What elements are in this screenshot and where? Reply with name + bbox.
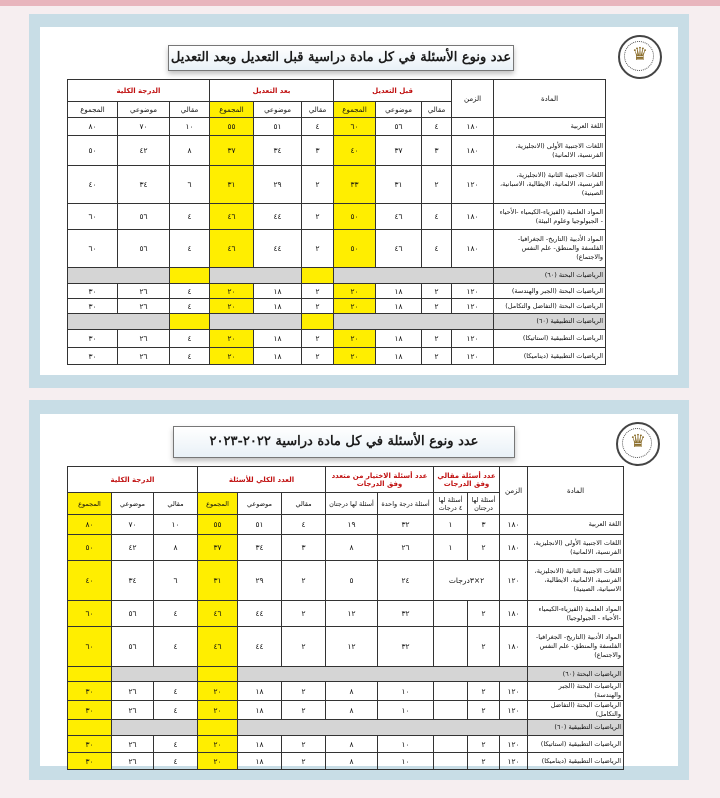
after-sum-cell: ٢٠ <box>210 348 254 365</box>
blank-cell <box>170 268 210 284</box>
th-essay: مقالي <box>170 102 210 118</box>
mcq-2-cell: ١٢ <box>326 601 378 627</box>
total-essay-cell: ٨ <box>170 136 210 166</box>
subject-cell: الرياضيات التطبيقية (ديناميكا) <box>494 348 606 365</box>
table-row <box>68 299 606 314</box>
essay-2-cell: ٢ <box>468 535 500 561</box>
before-sum-cell: ٢٠ <box>334 284 376 299</box>
essay-4-cell <box>434 701 468 720</box>
time-cell: ١٢٠ <box>452 330 494 348</box>
total-sum-cell: ٣٠ <box>68 330 118 348</box>
mcq-1-cell: ٣٢ <box>378 601 434 627</box>
before-objective-cell: ١٨ <box>376 284 422 299</box>
total-sum-cell: ٣٠ <box>68 284 118 299</box>
time-cell: ١٢٠ <box>500 701 528 720</box>
th-sum: المجموع <box>68 493 112 515</box>
grade-sum-cell: ٣٠ <box>68 753 112 770</box>
section-label: الرياضيات التطبيقية (٦٠) <box>494 314 606 330</box>
time-cell: ١٢٠ <box>500 682 528 701</box>
mcq-1-cell: ١٠ <box>378 701 434 720</box>
blank-cell <box>334 268 494 284</box>
after-essay-cell: ٤ <box>302 118 334 136</box>
count-objective-cell: ٥١ <box>238 515 282 535</box>
after-essay-cell: ٢ <box>302 348 334 365</box>
count-objective-cell: ٢٩ <box>238 561 282 601</box>
before-sum-cell: ٢٠ <box>334 348 376 365</box>
total-sum-cell: ٥٠ <box>68 136 118 166</box>
grade-sum-cell: ٥٠ <box>68 535 112 561</box>
table-row <box>68 535 624 561</box>
before-sum-cell: ٢٠ <box>334 330 376 348</box>
before-essay-cell: ٤ <box>422 230 452 268</box>
table-row <box>68 284 606 299</box>
total-sum-cell: ٦٠ <box>68 230 118 268</box>
grade-objective-cell: ٥٦ <box>112 601 154 627</box>
table1-title: عدد ونوع الأسئلة في كل مادة دراسية قبل التعديل وبعد التعديل <box>168 45 514 71</box>
subject-cell: الرياضيات البحتة (التفاضل والتكامل) <box>528 701 624 720</box>
after-objective-cell: ١٨ <box>254 284 302 299</box>
count-sum-cell: ٢٠ <box>198 736 238 753</box>
time-cell: ١٢٠ <box>452 284 494 299</box>
th-objective: موضوعي <box>254 102 302 118</box>
time-cell: ١٢٠ <box>452 348 494 365</box>
after-objective-cell: ٥١ <box>254 118 302 136</box>
essay-4-cell: ١ <box>434 535 468 561</box>
blank-cell <box>238 667 528 682</box>
count-objective-cell: ٤٤ <box>238 627 282 667</box>
subject-cell: الرياضيات التطبيقية (استاتيكا) <box>494 330 606 348</box>
before-sum-cell: ٤٠ <box>334 136 376 166</box>
total-sum-cell: ٨٠ <box>68 118 118 136</box>
th-sum: المجموع <box>210 102 254 118</box>
subject-cell: الرياضيات التطبيقية (استاتيكا) <box>528 736 624 753</box>
after-sum-cell: ٢٠ <box>210 299 254 314</box>
grade-objective-cell: ٢٦ <box>112 736 154 753</box>
ministry-logo: ♛ <box>616 422 660 466</box>
grade-objective-cell: ٤٢ <box>112 535 154 561</box>
ministry-logo: ♛ <box>618 35 662 79</box>
total-objective-cell: ٢٦ <box>118 348 170 365</box>
grade-sum-cell: ٣٠ <box>68 736 112 753</box>
blank-cell <box>112 667 198 682</box>
count-sum-cell: ٤٦ <box>198 627 238 667</box>
grade-sum-cell: ٣٠ <box>68 682 112 701</box>
subject-cell: اللغات الاجنبية الثانية (الانجليزية، الفرنسية، الالمانية، الايطالية، الاسبانية، الصينية) <box>494 166 606 204</box>
after-objective-cell: ٤٤ <box>254 230 302 268</box>
count-objective-cell: ١٨ <box>238 682 282 701</box>
mcq-2-cell: ١٩ <box>326 515 378 535</box>
before-sum-cell: ٣٣ <box>334 166 376 204</box>
grade-essay-cell: ٤ <box>154 627 198 667</box>
section-label: الرياضيات التطبيقية (٦٠) <box>528 720 624 736</box>
before-essay-cell: ٢ <box>422 166 452 204</box>
count-objective-cell: ١٨ <box>238 701 282 720</box>
table-row <box>68 330 606 348</box>
th-essay: مقالي <box>422 102 452 118</box>
essay-2-cell: ٣ <box>468 515 500 535</box>
subject-cell: الرياضيات البحتة (التفاضل والتكامل) <box>494 299 606 314</box>
total-essay-cell: ٤ <box>170 330 210 348</box>
blank-cell <box>68 720 112 736</box>
th-mcq-2: أسئلة لها درجتان <box>326 493 378 515</box>
total-sum-cell: ٦٠ <box>68 204 118 230</box>
grade-objective-cell: ٢٦ <box>112 701 154 720</box>
grade-objective-cell: ٥٦ <box>112 627 154 667</box>
essay-4-cell: ١ <box>434 515 468 535</box>
total-essay-cell: ١٠ <box>170 118 210 136</box>
blank-cell <box>68 268 170 284</box>
total-essay-cell: ٤ <box>170 204 210 230</box>
before-essay-cell: ٣ <box>422 136 452 166</box>
table-row <box>68 736 624 753</box>
essay-4-cell <box>434 601 468 627</box>
th-sum: المجموع <box>198 493 238 515</box>
after-essay-cell: ٢ <box>302 230 334 268</box>
table2-title: عدد ونوع الأسئلة في كل مادة دراسية ٢٠٢٢-٢٠٢٣ <box>173 426 515 458</box>
total-objective-cell: ٤٢ <box>118 136 170 166</box>
count-essay-cell: ٢ <box>282 701 326 720</box>
th-essay: مقالي <box>154 493 198 515</box>
time-cell: ١٢٠ <box>500 753 528 770</box>
blank-cell <box>112 720 198 736</box>
th-after: بعد التعديل <box>210 80 334 102</box>
th-subject: المادة <box>528 467 624 515</box>
mcq-2-cell: ٨ <box>326 701 378 720</box>
before-essay-cell: ٢ <box>422 330 452 348</box>
count-sum-cell: ٢٠ <box>198 701 238 720</box>
grade-essay-cell: ١٠ <box>154 515 198 535</box>
th-mcq-1: أسئلة درجة واحدة <box>378 493 434 515</box>
grade-sum-cell: ٨٠ <box>68 515 112 535</box>
grade-essay-cell: ٨ <box>154 535 198 561</box>
subject-cell: الرياضيات التطبيقية (ديناميكا) <box>528 753 624 770</box>
table-row <box>68 601 624 627</box>
count-sum-cell: ٤٦ <box>198 601 238 627</box>
subject-cell: اللغات الاجنبية الأولى (الانجليزية، الفرنسية، الالمانية) <box>494 136 606 166</box>
th-total-grade: الدرجة الكلية <box>68 467 198 493</box>
count-essay-cell: ٢ <box>282 753 326 770</box>
th-objective: موضوعي <box>118 102 170 118</box>
mcq-2-cell: ٥ <box>326 561 378 601</box>
after-objective-cell: ١٨ <box>254 330 302 348</box>
essay-2-cell: ٢ <box>468 701 500 720</box>
section-row <box>68 268 606 284</box>
subject-cell: المواد العلمية (الفيزياء-الكيمياء -الأحياء - الجيولوجيا وعلوم البيئة) <box>494 204 606 230</box>
before-objective-cell: ١٨ <box>376 299 422 314</box>
before-essay-cell: ٤ <box>422 204 452 230</box>
essay-2-cell: ٢ <box>468 736 500 753</box>
blank-cell <box>210 314 302 330</box>
grade-sum-cell: ٦٠ <box>68 627 112 667</box>
panel-sheet <box>40 27 678 375</box>
essay-2-cell: ٢ <box>468 627 500 667</box>
blank-cell <box>302 314 334 330</box>
section-row <box>68 314 606 330</box>
table-row <box>68 701 624 720</box>
th-total-grade: الدرجة الكلية <box>68 80 210 102</box>
section-row <box>68 720 624 736</box>
total-objective-cell: ٢٦ <box>118 284 170 299</box>
count-sum-cell: ٣١ <box>198 561 238 601</box>
count-objective-cell: ٤٤ <box>238 601 282 627</box>
blank-cell <box>198 720 238 736</box>
blank-cell <box>68 314 170 330</box>
th-mcq-count: عدد أسئلة الاختيار من متعدد وفق الدرجات <box>326 467 434 493</box>
total-essay-cell: ٤ <box>170 230 210 268</box>
count-sum-cell: ٢٠ <box>198 753 238 770</box>
mcq-1-cell: ٣٢ <box>378 515 434 535</box>
count-essay-cell: ٤ <box>282 515 326 535</box>
before-objective-cell: ٣٧ <box>376 136 422 166</box>
time-cell: ١٨٠ <box>452 204 494 230</box>
essay-4-cell <box>434 753 468 770</box>
total-essay-cell: ٤ <box>170 299 210 314</box>
th-time: الزمن <box>500 467 528 515</box>
before-essay-cell: ٤ <box>422 118 452 136</box>
mcq-2-cell: ٨ <box>326 753 378 770</box>
subject-cell: الرياضيات البحتة (الجبر والهندسة) <box>494 284 606 299</box>
section-label: الرياضيات البحتة (٦٠) <box>528 667 624 682</box>
count-essay-cell: ٢ <box>282 682 326 701</box>
table-row <box>68 515 624 535</box>
mcq-1-cell: ٢٦ <box>378 535 434 561</box>
table-row <box>68 204 606 230</box>
before-essay-cell: ٢ <box>422 284 452 299</box>
total-objective-cell: ٢٦ <box>118 330 170 348</box>
th-essay-count: عدد أسئلة مقالي وفق الدرجات <box>434 467 500 493</box>
table-row <box>68 627 624 667</box>
grade-essay-cell: ٤ <box>154 736 198 753</box>
essay-merged-cell: ٢×٣درجات <box>434 561 500 601</box>
after-objective-cell: ٤٤ <box>254 204 302 230</box>
count-essay-cell: ٢ <box>282 601 326 627</box>
table-row <box>68 230 606 268</box>
table-row <box>68 166 606 204</box>
th-sum: المجموع <box>68 102 118 118</box>
before-sum-cell: ٢٠ <box>334 299 376 314</box>
after-essay-cell: ٢ <box>302 204 334 230</box>
before-sum-cell: ٦٠ <box>334 118 376 136</box>
before-objective-cell: ٤٦ <box>376 204 422 230</box>
total-essay-cell: ٤ <box>170 284 210 299</box>
grade-essay-cell: ٤ <box>154 701 198 720</box>
time-cell: ١٨٠ <box>500 601 528 627</box>
mcq-1-cell: ١٠ <box>378 682 434 701</box>
blank-cell <box>334 314 494 330</box>
before-objective-cell: ١٨ <box>376 330 422 348</box>
table-row <box>68 561 624 601</box>
grade-essay-cell: ٤ <box>154 753 198 770</box>
blank-cell <box>302 268 334 284</box>
after-sum-cell: ٢٠ <box>210 284 254 299</box>
after-sum-cell: ٤٦ <box>210 204 254 230</box>
grade-objective-cell: ٣٤ <box>112 561 154 601</box>
th-objective: موضوعي <box>112 493 154 515</box>
table-row <box>68 682 624 701</box>
mcq-2-cell: ١٢ <box>326 627 378 667</box>
before-essay-cell: ٢ <box>422 299 452 314</box>
total-objective-cell: ٥٦ <box>118 230 170 268</box>
subject-cell: المواد العلمية (الفيزياء-الكيمياء -الأحياء - الجيولوجيا) <box>528 601 624 627</box>
time-cell: ١٨٠ <box>500 627 528 667</box>
total-objective-cell: ٥٦ <box>118 204 170 230</box>
before-objective-cell: ٥٦ <box>376 118 422 136</box>
subject-cell: اللغة العربية <box>528 515 624 535</box>
grade-essay-cell: ٦ <box>154 561 198 601</box>
table-row <box>68 136 606 166</box>
subject-cell: اللغات الاجنبية الثانية (الانجليزية، الفرنسية، الالمانية، الايطالية، الاسبانية، الصينية) <box>528 561 624 601</box>
blank-cell <box>170 314 210 330</box>
essay-4-cell <box>434 627 468 667</box>
th-essay: مقالي <box>302 102 334 118</box>
after-objective-cell: ١٨ <box>254 348 302 365</box>
subject-cell: الرياضيات البحتة (الجبر والهندسة) <box>528 682 624 701</box>
total-sum-cell: ٣٠ <box>68 348 118 365</box>
count-sum-cell: ٥٥ <box>198 515 238 535</box>
blank-cell <box>210 268 302 284</box>
section-label: الرياضيات البحتة (٦٠) <box>494 268 606 284</box>
grade-essay-cell: ٤ <box>154 601 198 627</box>
before-objective-cell: ٣١ <box>376 166 422 204</box>
mcq-1-cell: ١٠ <box>378 753 434 770</box>
total-sum-cell: ٤٠ <box>68 166 118 204</box>
th-essay-2: أسئلة لها درجتان <box>468 493 500 515</box>
count-objective-cell: ١٨ <box>238 753 282 770</box>
essay-2-cell: ٢ <box>468 682 500 701</box>
section-row <box>68 667 624 682</box>
count-essay-cell: ٢ <box>282 561 326 601</box>
subject-cell: المواد الأدبية (التاريخ- الجغرافيا- الفلسفة والمنطق- علم النفس والاجتماع) <box>528 627 624 667</box>
subject-cell: المواد الأدبية (التاريخ- الجغرافيا- الفلسفة والمنطق- علم النفس والاجتماع) <box>494 230 606 268</box>
count-essay-cell: ٢ <box>282 736 326 753</box>
total-objective-cell: ٢٦ <box>118 299 170 314</box>
table-row <box>68 753 624 770</box>
after-objective-cell: ١٨ <box>254 299 302 314</box>
after-sum-cell: ٣١ <box>210 166 254 204</box>
grade-essay-cell: ٤ <box>154 682 198 701</box>
after-sum-cell: ٥٥ <box>210 118 254 136</box>
blank-cell <box>68 667 112 682</box>
time-cell: ١٨٠ <box>500 535 528 561</box>
subject-cell: اللغات الاجنبية الأولى (الانجليزية، الفرنسية، الالمانية) <box>528 535 624 561</box>
after-essay-cell: ٢ <box>302 299 334 314</box>
essay-2-cell: ٢ <box>468 601 500 627</box>
table-row <box>68 348 606 365</box>
total-essay-cell: ٦ <box>170 166 210 204</box>
count-objective-cell: ٣٤ <box>238 535 282 561</box>
th-subject: المادة <box>494 80 606 118</box>
before-sum-cell: ٥٠ <box>334 230 376 268</box>
before-essay-cell: ٢ <box>422 348 452 365</box>
count-essay-cell: ٢ <box>282 627 326 667</box>
mcq-1-cell: ٢٤ <box>378 561 434 601</box>
time-cell: ١٢٠ <box>500 736 528 753</box>
count-essay-cell: ٣ <box>282 535 326 561</box>
mcq-1-cell: ٣٢ <box>378 627 434 667</box>
th-total-count: العدد الكلي للأسئلة <box>198 467 326 493</box>
after-sum-cell: ٢٠ <box>210 330 254 348</box>
time-cell: ١٨٠ <box>500 515 528 535</box>
table1 <box>67 79 606 365</box>
time-cell: ١٨٠ <box>452 230 494 268</box>
essay-4-cell <box>434 682 468 701</box>
grade-objective-cell: ٢٦ <box>112 682 154 701</box>
top-page-strip <box>0 0 720 6</box>
after-essay-cell: ٣ <box>302 136 334 166</box>
mcq-2-cell: ٨ <box>326 682 378 701</box>
grade-objective-cell: ٧٠ <box>112 515 154 535</box>
grade-objective-cell: ٢٦ <box>112 753 154 770</box>
after-objective-cell: ٢٩ <box>254 166 302 204</box>
subject-cell: اللغة العربية <box>494 118 606 136</box>
time-cell: ١٢٠ <box>452 299 494 314</box>
th-objective: موضوعي <box>238 493 282 515</box>
after-essay-cell: ٢ <box>302 330 334 348</box>
mcq-1-cell: ١٠ <box>378 736 434 753</box>
count-objective-cell: ١٨ <box>238 736 282 753</box>
after-objective-cell: ٣٤ <box>254 136 302 166</box>
panel-sheet <box>40 414 678 766</box>
table2 <box>67 466 624 770</box>
th-essay-4: أسئلة لها ٤ درجات <box>434 493 468 515</box>
mcq-2-cell: ٨ <box>326 535 378 561</box>
total-essay-cell: ٤ <box>170 348 210 365</box>
blank-cell <box>238 720 528 736</box>
th-essay: مقالي <box>282 493 326 515</box>
total-objective-cell: ٣٤ <box>118 166 170 204</box>
total-sum-cell: ٣٠ <box>68 299 118 314</box>
th-time: الزمن <box>452 80 494 118</box>
grade-sum-cell: ٤٠ <box>68 561 112 601</box>
after-essay-cell: ٢ <box>302 166 334 204</box>
time-cell: ١٨٠ <box>452 136 494 166</box>
after-essay-cell: ٢ <box>302 284 334 299</box>
time-cell: ١٢٠ <box>500 561 528 601</box>
before-sum-cell: ٥٠ <box>334 204 376 230</box>
after-sum-cell: ٤٦ <box>210 230 254 268</box>
grade-sum-cell: ٣٠ <box>68 701 112 720</box>
table-row <box>68 118 606 136</box>
grade-sum-cell: ٦٠ <box>68 601 112 627</box>
essay-2-cell: ٢ <box>468 753 500 770</box>
count-sum-cell: ٢٠ <box>198 682 238 701</box>
th-before: قبل التعديل <box>334 80 452 102</box>
th-objective: موضوعي <box>376 102 422 118</box>
after-sum-cell: ٣٧ <box>210 136 254 166</box>
time-cell: ١٨٠ <box>452 118 494 136</box>
mcq-2-cell: ٨ <box>326 736 378 753</box>
essay-4-cell <box>434 736 468 753</box>
before-objective-cell: ٤٦ <box>376 230 422 268</box>
before-after-panel <box>29 14 689 388</box>
blank-cell <box>198 667 238 682</box>
before-objective-cell: ١٨ <box>376 348 422 365</box>
count-sum-cell: ٣٧ <box>198 535 238 561</box>
th-sum: المجموع <box>334 102 376 118</box>
time-cell: ١٢٠ <box>452 166 494 204</box>
current-year-panel <box>29 400 689 780</box>
total-objective-cell: ٧٠ <box>118 118 170 136</box>
